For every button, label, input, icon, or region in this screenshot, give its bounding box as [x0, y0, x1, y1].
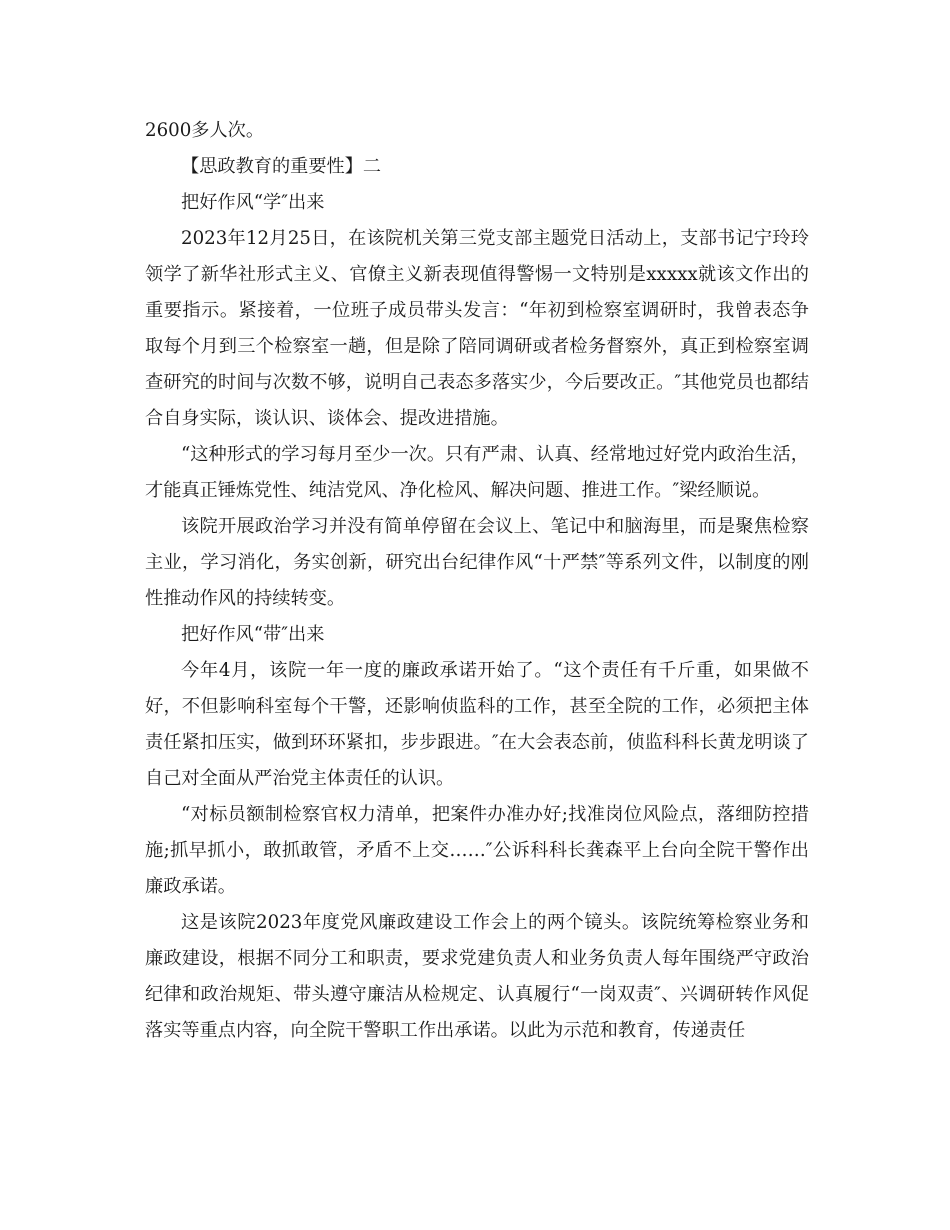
paragraph: “对标员额制检察官权力清单，把案件办准办好;找准岗位风险点，落细防控措施;抓早抓小，敢抓敢管，矛盾不上交……″公诉科科长龚森平上台向全院干警作出廉政承诺。 [145, 804, 809, 897]
paragraph: 该院开展政治学习并没有简单停留在会议上、笔记中和脑海里，而是聚焦检察主业，学习消化，务实创新，研究出台纪律作风“十严禁″等系列文件，以制度的刚性推动作风的持续转变。 [145, 516, 809, 609]
paragraph: “这种形式的学习每月至少一次。只有严肃、认真、经常地过好党内政治生活，才能真正锤炼党性、纯洁党风、净化检风、解决问题、推进工作。″梁经顺说。 [145, 444, 809, 501]
document-body [145, 113, 809, 1049]
section-heading: 【思政教育的重要性】二 [181, 156, 382, 177]
paragraph: 2023年12月25日，在该院机关第三党支部主题党日活动上，支部书记宁玲玲领学了新华社形式主义、官僚主义新表现值得警惕一文特别是xxxxx就该文作出的重要指示。紧接着，一位班子成员带头发言：“年初到检察室调研时，我曾表态争取每个月到三个检察室一趟，但是除了陪同调研或者检务督察外，真正到检察室调查研究的时间与次数不够，说明自己表态多落实少，今后要改正。″其他党员也都结合自身实际，谈认识、谈体会、提改进措施。 [145, 228, 809, 429]
subheading-lead: 把好作风“带″出来 [181, 624, 325, 645]
subheading-study: 把好作风“学″出来 [181, 192, 325, 213]
paragraph: 今年4月，该院一年一度的廉政承诺开始了。“这个责任有千斤重，如果做不好，不但影响科室每个干警，还影响侦监科的工作，甚至全院的工作，必须把主体责任紧扣压实，做到环环紧扣，步步跟进。″在大会表态前，侦监科科长黄龙明谈了自己对全面从严治党主体责任的认识。 [145, 660, 809, 789]
paragraph: 这是该院2023年度党风廉政建设工作会上的两个镜头。该院统筹检察业务和廉政建设，根据不同分工和职责，要求党建负责人和业务负责人每年围绕严守政治纪律和政治规矩、带头遵守廉洁从检规定、认真履行“一岗双责″、兴调研转作风促落实等重点内容，向全院干警职工作出承诺。以此为示范和教育，传递责任 [145, 912, 809, 1041]
paragraph-continuation: 2600多人次。 [145, 120, 265, 141]
